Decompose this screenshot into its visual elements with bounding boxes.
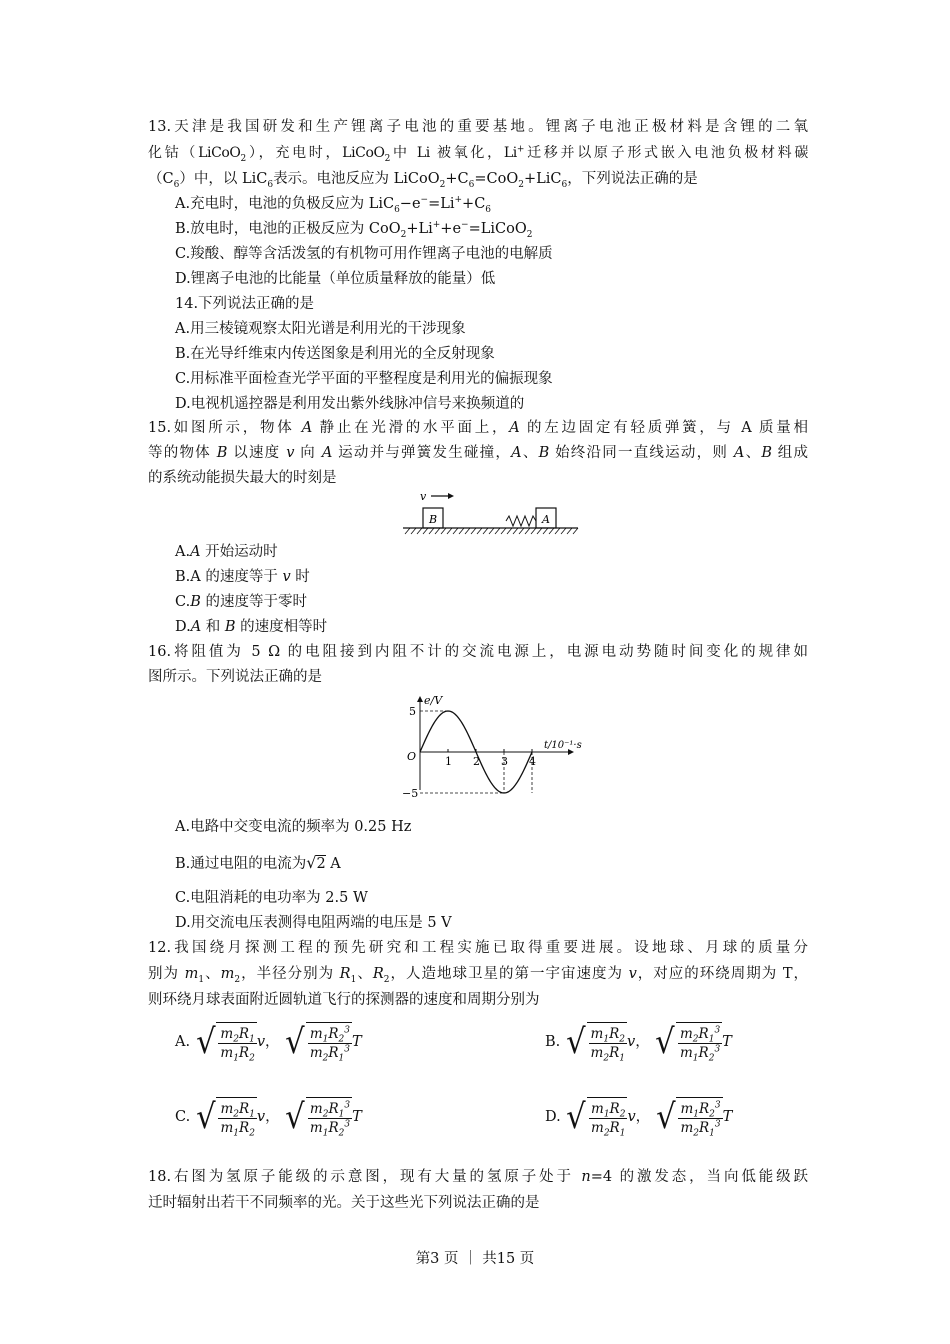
x-tick-label-1: 1: [445, 755, 452, 768]
q14-option-c: C.用标准平面检查光学平面的平整程度是利用光的偏振现象: [175, 371, 553, 387]
q14-stem: 14.下列说法正确的是: [175, 296, 315, 312]
q16-option-c: C.电阻消耗的电功率为 2.5 W: [175, 890, 368, 906]
y-tick-label-0: 5: [409, 705, 416, 718]
x-axis-label: t/10⁻¹·s: [544, 740, 582, 751]
q16-line2: 图所示。下列说法正确的是: [148, 669, 322, 685]
q12-option-d: D. √ $\frac{m_1R_2}{m_2R_1}$ v， √ $\frac{m_1R_2^3}{m_2R_1^3}$ T: [545, 1097, 733, 1139]
block-b-label: B: [429, 513, 438, 526]
q12-option-c: C. √ $\frac{m_2R_1}{m_1R_2}$ v， √ $\frac{m_2R_1^3}{m_1R_2^3}$ T: [175, 1097, 362, 1139]
q14-option-d: D.电视机遥控器是利用发出紫外线脉冲信号来换频道的: [175, 396, 525, 412]
q15-option-b: B.A 的速度等于 v 时: [175, 569, 310, 585]
q16-emf-chart: [398, 690, 598, 800]
origin-label: O: [407, 750, 417, 763]
x-tick-label-4: 4: [529, 755, 536, 768]
q16-option-d: D.用交流电压表测得电阻两端的电压是 5 V: [175, 915, 452, 931]
q13-line2: 化钴（LiCoO$_2$），充电时，LiCoO$_2$中 Li 被氧化，Li+迁移并以原子形式嵌入电池负极材料碳: [148, 144, 808, 164]
q16-line1: 16.将阻值为 5 Ω 的电阻接到内阻不计的交流电源上，电源电动势随时间变化的规律如: [148, 644, 808, 660]
q13-option-b: B.放电时，电池的正极反应为 CoO$_2$+Li++e−=LiCoO$_2$: [175, 220, 533, 240]
q16-option-b: B.通过电阻的电流为√2 A: [175, 853, 341, 872]
q18-line2: 迁时辐射出若干不同频率的光。关于这些光下列说法正确的是: [148, 1195, 540, 1211]
y-tick-label-1: −5: [402, 787, 419, 800]
q14-option-b: B.在光导纤维束内传送图象是利用光的全反射现象: [175, 346, 495, 362]
velocity-arrow-icon: [448, 493, 454, 499]
q12-line1: 12.我国绕月探测工程的预先研究和工程实施已取得重要进展。设地球、月球的质量分: [148, 940, 808, 956]
y-axis-label: e/V: [424, 694, 443, 707]
q16-option-a: A.电路中交变电流的频率为 0.25 Hz: [175, 819, 412, 835]
q13-option-a: A.充电时，电池的负极反应为 $LiC_6-e^-=Li^++C_6$: [175, 195, 492, 215]
block-a-label: A: [542, 513, 550, 526]
q15-line2: 等的物体 B 以速度 v 向 A 运动并与弹簧发生碰撞，A、B 始终沿同一直线运动，则 A、B 组成: [148, 445, 809, 461]
q15-line3: 的系统动能损失最大的时刻是: [148, 470, 337, 486]
x-tick-label-2: 2: [473, 755, 480, 768]
q15-option-d: D.A 和 B 的速度相等时: [175, 619, 328, 635]
q18-line1: 18.右图为氢原子能级的示意图，现有大量的氢原子处于 n=4 的激发态，当向低能级跃: [148, 1169, 808, 1185]
q12-option-a: A. √ $\frac{m_2R_1}{m_1R_2}$ v， √ $\frac{m_1R_2^3}{m_2R_1^3}$ T: [175, 1022, 362, 1064]
q13-option-d: D.锂离子电池的比能量（单位质量释放的能量）低: [175, 271, 496, 287]
y-axis-arrow-icon: [417, 696, 423, 702]
spring: [506, 516, 536, 526]
q13-line1: 13.天津是我国研发和生产锂离子电池的重要基地。锂离子电池正极材料是含锂的二氧: [148, 119, 808, 135]
q12-line2: 别为 $m_1$、$m_2$，半径分别为 $R_1$、$R_2$，人造地球卫星的第一宇宙速度为 v，对应的环绕周期为 T，: [148, 966, 809, 985]
q15-option-a: A.A 开始运动时: [175, 544, 278, 560]
q14-option-a: A.用三棱镜观察太阳光谱是利用光的干涉现象: [175, 321, 466, 337]
q13-option-c: C.羧酸、醇等含活泼氢的有机物可用作锂离子电池的电解质: [175, 246, 553, 262]
q15-line1: 15.如图所示，物体 A 静止在光滑的水平面上，A 的左边固定有轻质弹簧，与 A 质量相: [148, 420, 808, 436]
q12-option-b: B. √ $\frac{m_1R_2}{m_2R_1}$ v， √ $\frac{m_2R_1^3}{m_1R_2^3}$ T: [545, 1022, 732, 1064]
q12-line3: 则环绕月球表面附近圆轨道飞行的探测器的速度和周期分别为: [148, 992, 540, 1008]
x-tick-label-3: 3: [501, 755, 508, 768]
q15-collision-figure: [398, 488, 583, 536]
ground-hatching: [405, 528, 578, 534]
q15-option-c: C.B 的速度等于零时: [175, 594, 307, 610]
page-footer: 第3 页 ｜ 共15 页: [415, 1251, 535, 1267]
q13-line3: $(C_6)$中，以 LiC$_6$表示。电池反应为 $LiCoO_2+C_6=CoO_2+LiC_6$，下列说法正确的是: [148, 171, 698, 190]
velocity-label: v: [420, 490, 427, 503]
